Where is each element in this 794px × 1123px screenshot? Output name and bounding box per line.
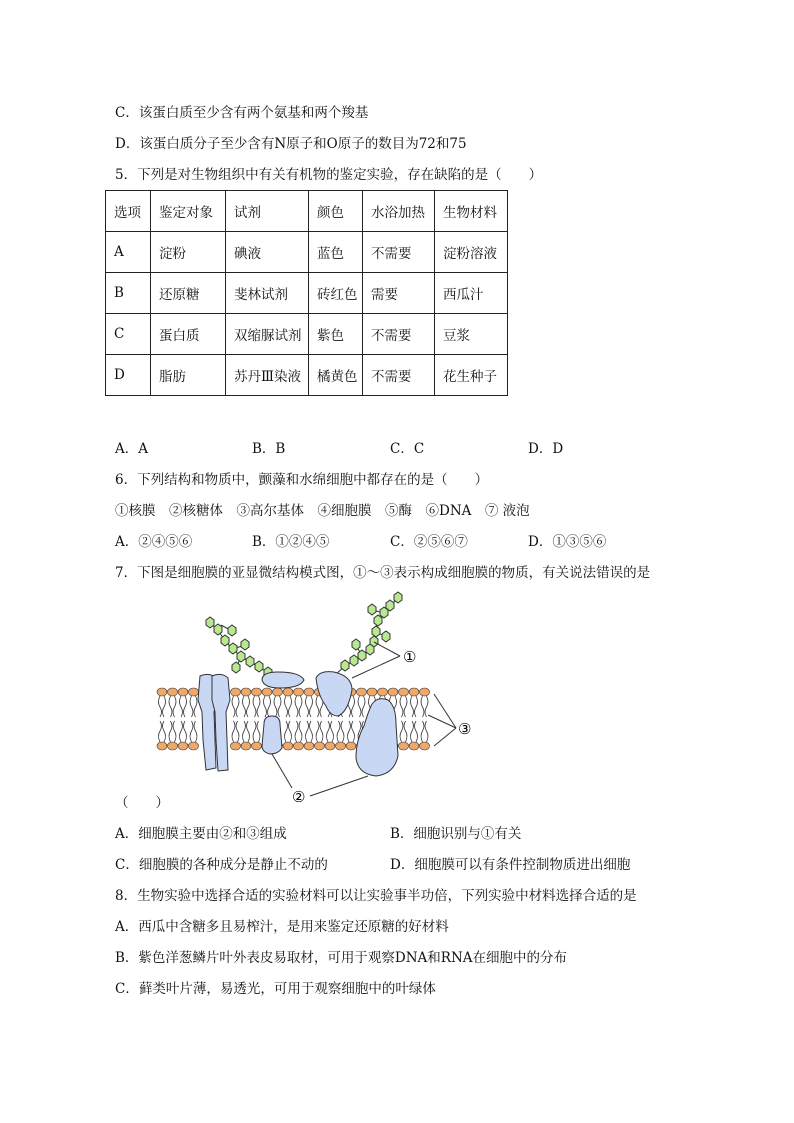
table-header-cell: 颜色: [309, 191, 363, 232]
lipid-tail: [348, 721, 351, 742]
lipid-head: [294, 688, 304, 696]
reagent-table: [105, 190, 508, 396]
lipid-tail: [320, 721, 323, 742]
lipid-head: [157, 688, 167, 696]
table-cell: 还原糖: [151, 273, 226, 314]
lipid-head: [252, 742, 262, 750]
lipid-head: [336, 742, 346, 750]
lipid-tail: [247, 696, 250, 717]
table-cell: 蛋白质: [151, 314, 226, 355]
lipid-tail: [264, 696, 267, 717]
lipid-head: [357, 688, 367, 696]
lipid-head: [231, 688, 241, 696]
lipid-tail: [306, 696, 309, 717]
label-2: ②: [292, 788, 306, 802]
lipid-tail: [169, 721, 172, 742]
lipid-tail: [257, 696, 260, 717]
q6-option-a[interactable]: A．②④⑤⑥: [115, 534, 193, 550]
lipid-tail: [425, 721, 428, 742]
lipid-head: [283, 742, 293, 750]
table-cell: 双缩脲试剂: [226, 314, 309, 355]
lipid-tail: [274, 696, 277, 717]
lipid-tail: [236, 696, 239, 717]
lipid-head: [189, 688, 199, 696]
label-3: ③: [458, 720, 472, 738]
lipid-tail: [285, 696, 288, 717]
table-cell: 斐林试剂: [226, 273, 309, 314]
lipid-head: [325, 742, 335, 750]
lipid-tail: [180, 721, 183, 742]
surface-protein-right: [316, 672, 352, 716]
lipid-head: [304, 688, 314, 696]
q7-option-d[interactable]: D．细胞膜可以有条件控制物质进出细胞: [390, 857, 631, 873]
lipid-tail: [232, 721, 235, 742]
lipid-tail: [411, 696, 414, 717]
table-row: [106, 355, 508, 396]
lipid-head: [409, 742, 419, 750]
lipid-tail: [358, 696, 361, 717]
lipid-tail: [169, 696, 172, 717]
lipid-head: [252, 688, 262, 696]
q7-option-a[interactable]: A．细胞膜主要由②和③组成: [115, 826, 287, 842]
lipid-tail: [232, 696, 235, 717]
q5-option-a[interactable]: A．A: [115, 441, 148, 457]
lipid-tail: [184, 721, 187, 742]
lipid-head: [168, 688, 178, 696]
lipid-head: [346, 742, 356, 750]
table-cell: 不需要: [363, 314, 435, 355]
lipid-tail: [278, 696, 281, 717]
table-cell: D: [106, 355, 151, 396]
lipid-tail: [362, 696, 365, 717]
lipid-tail: [163, 721, 166, 742]
lipid-tail: [194, 721, 197, 742]
table-cell: 脂肪: [151, 355, 226, 396]
lipid-tail: [295, 696, 298, 717]
lipid-head: [315, 742, 325, 750]
lipid-tail: [400, 696, 403, 717]
q6-items: ①核膜 ②核糖体 ③高尔基体 ④细胞膜 ⑤酶 ⑥DNA ⑦ 液泡: [115, 503, 530, 519]
lipid-tail: [247, 721, 250, 742]
q5-option-c[interactable]: C．C: [390, 441, 425, 457]
q5-stem: 5．下列是对生物组织中有关有机物的鉴定实验，存在缺陷的是（ ）: [115, 167, 543, 183]
lipid-tail: [173, 696, 176, 717]
lipid-tail: [257, 721, 260, 742]
table-cell: A: [106, 232, 151, 273]
lipid-tail: [268, 696, 271, 717]
q8-option-b[interactable]: B．紫色洋葱鳞片叶外表皮易取材，可用于观察DNA和RNA在细胞中的分布: [115, 950, 568, 966]
table-cell: 西瓜汁: [435, 273, 508, 314]
lipid-tail: [421, 696, 424, 717]
lipid-tail: [184, 696, 187, 717]
table-header-row: [106, 191, 508, 232]
lipid-head: [367, 688, 377, 696]
table-row: [106, 232, 508, 273]
lipid-tail: [289, 721, 292, 742]
lipid-head: [399, 688, 409, 696]
lipid-tail: [243, 696, 246, 717]
lipid-head: [262, 688, 272, 696]
lipid-tail: [310, 721, 313, 742]
table-cell: 淀粉: [151, 232, 226, 273]
lipid-tail: [352, 696, 355, 717]
lipid-tail: [243, 721, 246, 742]
table-header-cell: 生物材料: [435, 191, 508, 232]
lipid-head: [283, 688, 293, 696]
lipid-tail: [316, 696, 319, 717]
lipid-tail: [316, 721, 319, 742]
table-cell: 不需要: [363, 355, 435, 396]
lipid-tail: [299, 721, 302, 742]
table-cell: 碘液: [226, 232, 309, 273]
lipid-head: [157, 742, 167, 750]
table-cell: 苏丹Ⅲ染液: [226, 355, 309, 396]
lipid-tail: [253, 696, 256, 717]
table-cell: 橘黄色: [309, 355, 363, 396]
q7-option-b[interactable]: B．细胞识别与①有关: [390, 826, 522, 842]
table-cell: B: [106, 273, 151, 314]
table-cell: 不需要: [363, 232, 435, 273]
table-row: [106, 314, 508, 355]
lipid-tail: [400, 721, 403, 742]
lipid-head: [189, 742, 199, 750]
table-cell: C: [106, 314, 151, 355]
lipid-head: [241, 688, 251, 696]
table-cell: 蓝色: [309, 232, 363, 273]
lipid-tail: [295, 721, 298, 742]
table-cell: 砖红色: [309, 273, 363, 314]
lipid-tail: [421, 721, 424, 742]
lipid-tail: [331, 721, 334, 742]
lipid-tail: [306, 721, 309, 742]
lipid-tail: [352, 721, 355, 742]
lipid-tail: [190, 696, 193, 717]
lipid-tail: [194, 696, 197, 717]
lipid-tail: [289, 696, 292, 717]
lipid-tail: [411, 721, 414, 742]
lipid-tail: [425, 696, 428, 717]
table-header-cell: 鉴定对象: [151, 191, 226, 232]
table-header-cell: 选项: [106, 191, 151, 232]
lipid-tail: [415, 696, 418, 717]
lipid-head: [420, 688, 430, 696]
lipid-head: [409, 688, 419, 696]
lipid-tail: [253, 721, 256, 742]
lipid-tail: [190, 721, 193, 742]
lipid-head: [178, 688, 188, 696]
lipid-head: [168, 742, 178, 750]
lipid-tail: [341, 721, 344, 742]
lipid-tail: [285, 721, 288, 742]
lipid-tail: [163, 696, 166, 717]
lipid-head: [420, 742, 430, 750]
q5-option-d[interactable]: D．D: [528, 441, 564, 457]
lipid-tail: [173, 721, 176, 742]
table-cell: 豆浆: [435, 314, 508, 355]
table-header-cell: 试剂: [226, 191, 309, 232]
q5-option-b[interactable]: B．B: [252, 441, 286, 457]
q8-option-a[interactable]: A．西瓜中含糖多且易榨汁，是用来鉴定还原糖的好材料: [115, 919, 449, 935]
q8-option-c[interactable]: C．藓类叶片薄，易透光，可用于观察细胞中的叶绿体: [115, 981, 436, 997]
lipid-tail: [299, 696, 302, 717]
q6-option-c[interactable]: C．②⑤⑥⑦: [390, 534, 468, 550]
lipid-tail: [159, 696, 162, 717]
q6-option-b[interactable]: B．①②④⑤: [252, 534, 330, 550]
cell-membrane-diagram: [150, 590, 490, 802]
lipid-tail: [180, 696, 183, 717]
q7-stem: 7．下图是细胞膜的亚显微结构模式图，①～③表示构成细胞膜的物质，有关说法错误的是: [115, 565, 651, 581]
embedded-protein-small: [262, 716, 282, 754]
lipid-tail: [404, 696, 407, 717]
lipid-tail: [404, 721, 407, 742]
lipid-head: [399, 742, 409, 750]
label-1: ①: [403, 648, 417, 666]
lipid-head: [304, 742, 314, 750]
table-cell: 花生种子: [435, 355, 508, 396]
table-header-cell: 水浴加热: [363, 191, 435, 232]
table-cell: 淀粉溶液: [435, 232, 508, 273]
lipid-tail: [327, 721, 330, 742]
q6-option-d[interactable]: D．①③⑤⑥: [528, 534, 607, 550]
lipid-tail: [159, 721, 162, 742]
table-cell: 紫色: [309, 314, 363, 355]
lipid-head: [178, 742, 188, 750]
lipid-head: [231, 742, 241, 750]
leader-lines: [272, 642, 456, 796]
lipid-tail: [310, 696, 313, 717]
q7-option-c[interactable]: C．细胞膜的各种成分是静止不动的: [115, 857, 328, 873]
q6-stem: 6．下列结构和物质中，颤藻和水绵细胞中都存在的是（ ）: [115, 472, 489, 488]
lipid-tail: [236, 721, 239, 742]
lipid-head: [388, 688, 398, 696]
q7-answer-paren: （ ）: [115, 795, 169, 811]
lipid-tail: [337, 721, 340, 742]
lipid-head: [294, 742, 304, 750]
table-cell: 需要: [363, 273, 435, 314]
surface-protein-left: [262, 672, 304, 688]
lipid-head: [273, 688, 283, 696]
lipid-head: [378, 688, 388, 696]
table-row: [106, 273, 508, 314]
q4-option-c: C．该蛋白质至少含有两个氨基和两个羧基: [115, 105, 369, 121]
q8-stem: 8．生物实验中选择合适的实验材料可以让实验事半功倍，下列实验中材料选择合适的是: [115, 888, 637, 904]
q4-option-d: D．该蛋白质分子至少含有N原子和O原子的数目为72和75: [115, 136, 467, 152]
lipid-tail: [415, 721, 418, 742]
lipid-head: [241, 742, 251, 750]
